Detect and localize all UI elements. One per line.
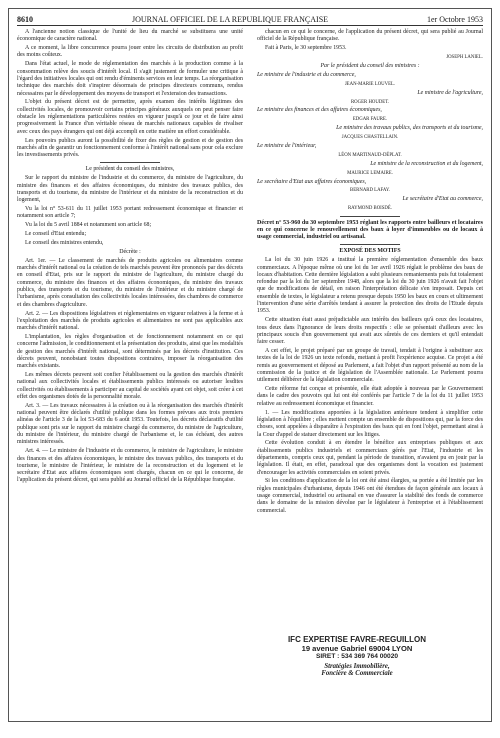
stamp-tagline: Foncière & Commerciale xyxy=(321,670,393,677)
signer-name: JOSEPH LANIEL. xyxy=(446,55,483,61)
signature-title: Le ministre de l'intérieur, xyxy=(257,142,317,149)
article-paragraph: Art. 4. — Le ministre de l'industrie et du commerce, le ministre de l'agriculture, le ministre des finances et des affaires économiques, le ministre des travaux publics, des transports et du tourisme, le ministre de l'intérieur, le ministre de la reconstruction et du logement et le secrétaire d'Etat aux affaires économiques sont chargés, chacun en ce qui le concerne, de l'application du présent décret, qui sera publié au Journal officiel de la République française. xyxy=(17,448,243,484)
signature-title: Le ministre des travaux publics, des transports et du tourisme, xyxy=(336,125,483,132)
visa-paragraph: Le conseil des ministres entendu, xyxy=(25,240,104,247)
signature-title: Le ministre de l'industrie et du commerce, xyxy=(257,71,356,78)
signature-name: LÉON MARTINAUD-DÉPLAT. xyxy=(338,152,402,158)
article-paragraph: Art. 1er. — Le classement de marchés de produits agricoles ou alimentaires comme marchés d'intérêt national ou la création de tels marchés peuvent être prononcés par des décrets en conseil d'Etat, pris sur le rapport du ministre de l'agriculture, du ministre chargé du commerce, du ministre des finances et des affaires économiques, du ministre des travaux publics, des transports et du tourisme, du ministre de l'intérieur et du ministre chargé de l'urbanisme, après consultation des collectivités locales intéressées, des chambres de commerce et des chambres d'agriculture. xyxy=(17,257,243,308)
expose-paragraph: La loi du 30 juin 1926 a institué la première réglementation d'ensemble des baux commerciaux. A l'époque même où une loi du 1er avril 1926 réglait le problème des baux de locaux d'habitation. Cette dernière législation a subi plusieurs remaniements puis fut totalement refondue par la loi du 1er septembre 1948, alors que la loi du 30 juin 1926 n'avait fait l'objet que de modifications de détail, en raison l'interprétation délicate s'en imposait. Depuis cet ensemble de textes, le législateur a retenu presque depuis 1950 les baux en cours et ultimement l'intervention d'une série d'arrêtés tendant à assurer la protection des droits de l'Etude depuis 1953. xyxy=(257,257,483,315)
expose-paragraph: Cette réforme fut conçue et présentée, elle était adoptée à nouveau par le Gouvernement dans le cadre des pouvoirs qui lui ont été conférés par l'article 7 de la loi du 11 juillet 1953 relative au redressement économique et financier. xyxy=(257,386,483,407)
stamp-tagline: Stratégies Immobilière, xyxy=(324,663,390,670)
separator-rule xyxy=(340,244,400,245)
signature-name: MAURICE LEMAIRE. xyxy=(347,170,393,176)
left-column xyxy=(17,29,243,486)
journal-page xyxy=(8,8,492,722)
expose-paragraph: Cette situation était aussi préjudiciable aux intérêts des bailleurs qu'à ceux des locataires, tous deux dans l'ignorance de leurs droits respectifs : elle se présentait d'ailleurs avec les principaux soucis d'un gouvernement qui avait aux sûretés de ces derniers et qu'il entendait faire cesser. xyxy=(257,317,483,346)
stamp-siret: SIRET : 534 369 764 00020 xyxy=(315,653,399,660)
stamp-company-name: IFC EXPERTISE FAVRE-REGUILLON xyxy=(287,635,427,644)
company-stamp xyxy=(271,635,443,677)
signature-title: Le ministre de l'agriculture, xyxy=(417,89,483,96)
intro-paragraph: L'objet du présent décret est de permettre, après examen des intérêts légitimes des collectivités locales, de promouvoir certains principes généraux auxquels on peut penser faire obstacle les réglementations particulières restées en vigueur jusqu'à ce jour et de faire ainsi progressivement la France d'un véritable réseau de marchés nationaux capables de rivaliser avec ceux des pays étrangers qui ont déjà accompli en cette matière un effort considérable. xyxy=(17,99,243,135)
page-header xyxy=(17,13,483,26)
intro-paragraph: Dans l'état actuel, le mode de réglementation des marchés à la production comme à la consommation relève des soucis d'intérêt local. Il s'agit justement de formuler une critique à l'égard des initiatives locales qui ont rendu d'éminents services en leur temps. La réorganisation technique des marchés doit s'inspirer désormais de principes directeurs communs, rendus nécessaires par le développement des moyens de transport et l'extension des transactions. xyxy=(17,61,243,97)
separator-rule xyxy=(340,216,400,217)
article-paragraph: Art. 3. — Les travaux nécessaires à la création ou à la réorganisation des marchés d'intérêt national peuvent être déclarés d'utilité publique dans les formes prévues aux trois premiers alinéas de l'article 3 de la loi 53-683 du 6 août 1953. Toutefois, les décrets déclaratifs d'utilité publique sont pris sur le rapport du ministre chargé du commerce, du ministre de l'agriculture, du ministre de l'intérieur, du ministre chargé de l'urbanisme et, le cas échéant, des autres ministres intéressés. xyxy=(17,402,243,446)
article-paragraph: Art. 2. — Les dispositions législatives et réglementaires en vigueur relatives à la ferme et à l'exploitation des marchés de produits agricoles et alimentaires ne sont pas applicables aux marchés d'intérêt national. xyxy=(17,310,243,332)
signature-name: BERNARD LAFAY. xyxy=(350,188,390,194)
expose-paragraph: Cette évolution conduit à en étendre le bénéfice aux entreprises publiques et aux établissements publics industriels et commerciaux gérés par l'Etat, l'industrie et les départements, compris ceux qui, pendant la période de transition, n'avaient pu en jouir par la législation. Il était, en effet, paradoxal que des organismes dont la vocation est justement d'encourager les activités commerciales en soient privés. xyxy=(257,440,483,476)
signature-name: JACQUES CHASTELLAIN. xyxy=(341,135,399,141)
signature-name: JEAN-MARIE LOUVEL. xyxy=(344,81,396,87)
visa-paragraph: Sur le rapport du ministre de l'industrie et du commerce, du ministre de l'agriculture, du ministre des finances et des affaires économiques, du ministre des travaux publics, des transports et du tourisme, du ministre de l'intérieur et du ministre de la reconstruction et du logement, xyxy=(17,175,243,204)
expose-paragraph: Si les conditions d'application de la loi ont été ainsi élargies, sa portée a été limitée par les règles municipales d'urbanisme, depuis 1946 ont été étendues de façon générale aux locaux à usage commercial, industriel ou artisanal en vue d'assurer la stabilité des fonds de commerce dans le domaine de la mission dévolue par le législateur à l'entreprise et à l'établissement commercial. xyxy=(257,478,483,514)
visa-paragraph: Vu la loi du 5 avril 1884 et notamment son article 68; xyxy=(25,222,152,229)
signature-name: EDGAR FAURE. xyxy=(352,117,388,123)
intro-paragraph: A ce moment, la libre concurrence pourra jouer entre les circuits de distribution au profit des moins coûteux. xyxy=(17,45,243,59)
decree-title: Décret n° 53-960 du 30 septembre 1953 réglant les rapports entre bailleurs et locataires en ce qui concerne le renouvellement des baux à loyer d'immeubles ou de locaux à usage commercial, industriel ou artisanal. xyxy=(257,219,483,241)
journal-title: JOURNAL OFFICIEL DE LA REPUBLIQUE FRANÇAISE xyxy=(131,14,329,24)
expose-paragraph: A cet effet, le projet préparé par un groupe de travail, tendait à l'origine à substituer aux textes de la loi de 1926 un texte refondu, mettant à profit l'expérience acquise. Ce projet a été remis au gouvernement et déposé au Parlement, a fait l'objet d'un rapport présenté au nom de la commission de la justice et de législation de l'Assemblée nationale. Le Parlement pourra utilement délibérer de la législation commerciale. xyxy=(257,348,483,384)
separator-rule xyxy=(100,162,160,163)
issue-date: 1er Octobre 1953 xyxy=(427,14,483,24)
signature-name: RAYMOND BOISDÉ. xyxy=(347,206,393,212)
continuation-paragraph: chacun en ce qui le concerne, de l'application du présent décret, qui sera publié au Journal officiel de la République française. xyxy=(257,29,483,43)
page-number: 8610 xyxy=(17,14,33,24)
stamp-address: 19 avenue Gabriel 69004 LYON xyxy=(301,644,413,653)
expose-heading: EXPOSÉ DES MOTIFS xyxy=(339,248,401,255)
signature-title: Le ministre de la reconstruction et du logement, xyxy=(370,160,483,167)
decrete-heading: Décrète : xyxy=(119,248,141,255)
signature-title: Le secrétaire d'Etat aux affaires économiques, xyxy=(257,178,367,185)
signature-title: Le secrétaire d'Etat au commerce, xyxy=(402,196,483,203)
article-paragraph: Les mêmes décrets peuvent soit confier l'établissement ou la gestion des marchés d'intérêt national aux collectivités locales et établissements publics intéressés ou autoriser lesdites collectivités ou établissements à participer au capital de sociétés ayant cet objet, soit créer à cet effet des organismes dotés de la personnalité morale. xyxy=(17,372,243,400)
visa-paragraph: Le conseil d'Etat entendu; xyxy=(25,231,87,238)
signature-title: Le ministre des finances et des affaires économiques, xyxy=(257,107,382,114)
signature-name: ROGER HOUDET. xyxy=(350,99,390,105)
right-column xyxy=(257,29,483,517)
article-paragraph: L'implantation, les règles d'organisation et de fonctionnement notamment en ce qui concerne l'admission, le conditionnement et la présentation des produits, ainsi que les modalités de gestion des marchés d'intérêt national, sont déterminés par les décrets d'institution. Ces décrets peuvent, nonobstant toutes dispositions contraires, imposer la réorganisation des marchés existants. xyxy=(17,334,243,370)
expose-paragraph: 1. — Les modifications apportées à la législation antérieure tendent à simplifier cette législation à l'équilibre ; elles mettent compte un ensemble de dispositions qui, par la force des choses, sont appelées à disparaître à l'expiration des baux qui en font l'objet, permettant ainsi à la Cour d'appel de statuer directement sur les litiges. xyxy=(257,409,483,438)
signature-block xyxy=(257,63,483,213)
visa-paragraph: Vu la loi n° 53-611 du 11 juillet 1953 portant redressement économique et financier et notamment son article 7; xyxy=(17,206,243,220)
place-date-line: Fait à Paris, le 30 septembre 1953. xyxy=(265,45,347,52)
intro-paragraph: A l'ancienne notion classique de l'unité de lieu du marché se substituera une unité économique de caractère national. xyxy=(17,29,243,43)
president-line: Le président du conseil des ministres, xyxy=(85,166,175,173)
signature-title: Par le président du conseil des ministres : xyxy=(320,62,420,69)
intro-paragraph: Les pouvoirs publics auront la possibilité de fixer des règles de gestion et de gestion des marchés afin de garantir un fonctionnement conforme à l'intérêt national sans pour cela exclure les investissements privés. xyxy=(17,137,243,159)
